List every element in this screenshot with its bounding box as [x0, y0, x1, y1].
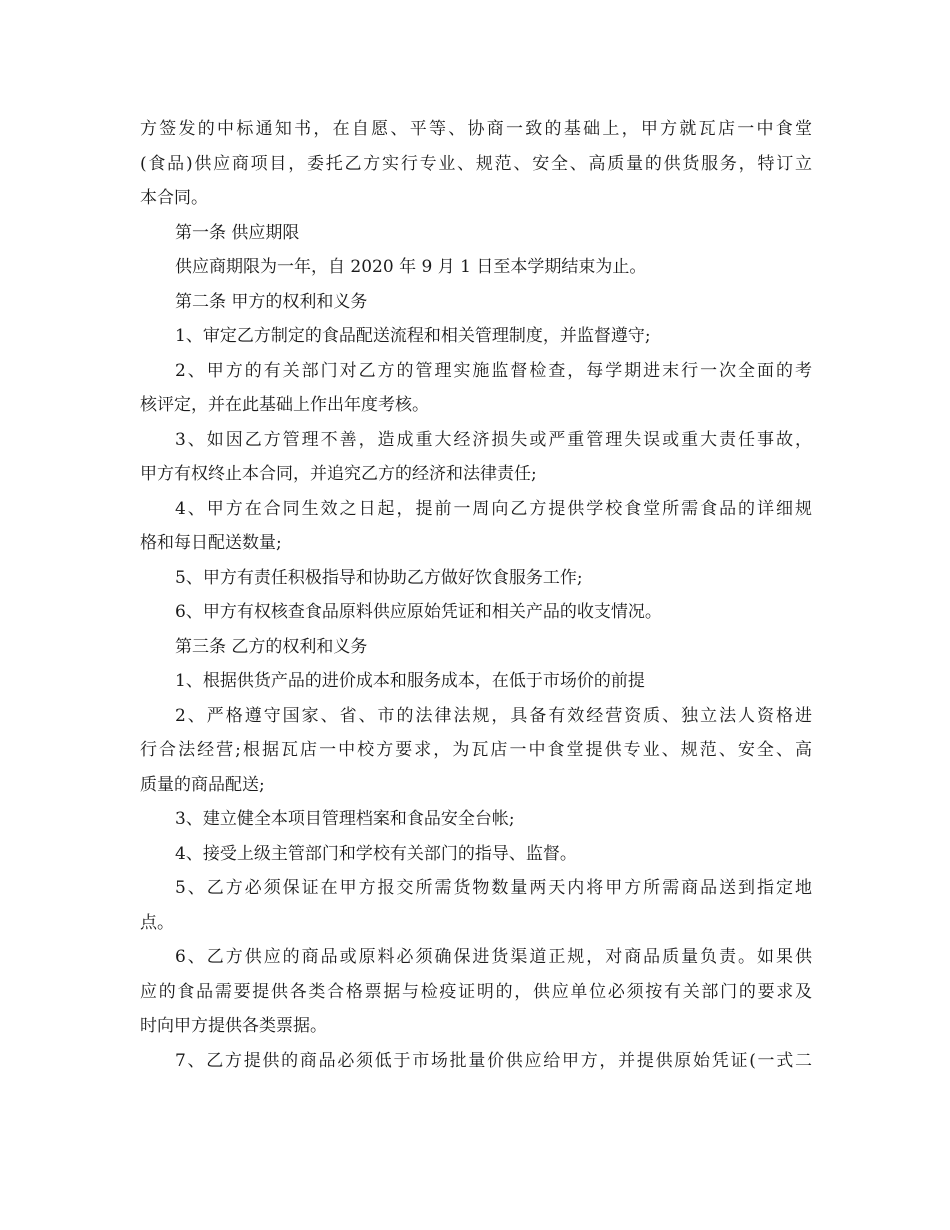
text-line: 格和每日配送数量;: [140, 533, 282, 553]
text-line: 甲方有权终止本合同，并追究乙方的经济和法律责任;: [140, 464, 537, 484]
text-line: 2、甲方的有关部门对乙方的管理实施监督检查，每学期进末行一次全面的考: [175, 360, 812, 381]
text-line: 1、根据供货产品的进价成本和服务成本，在低于市场价的前提: [175, 671, 645, 691]
document-body: [140, 112, 812, 1078]
text-line: 质量的商品配送;: [140, 774, 265, 795]
text-line: 1、审定乙方制定的食品配送流程和相关管理制度，并监督遵守;: [175, 326, 651, 346]
section-heading: 第二条 甲方的权利和义务: [175, 291, 368, 312]
text-line: 4、接受上级主管部门和学校有关部门的指导、监督。: [175, 843, 577, 864]
text-line: 2、严格遵守国家、省、市的法律法规，具备有效经营资质、独立法人资格进: [175, 705, 812, 726]
text-line: 7、乙方提供的商品必须低于市场批量价供应给甲方，并提供原始凭证(一式二: [175, 1050, 812, 1071]
text-line: 5、甲方有责任积极指导和协助乙方做好饮食服务工作;: [175, 567, 583, 588]
text-line: 3、如因乙方管理不善，造成重大经济损失或严重管理失误或重大责任事故，: [175, 429, 812, 450]
text-line: 6、乙方供应的商品或原料必须确保进货渠道正规，对商品质量负责。如果供: [175, 947, 812, 967]
text-line: 核评定，并在此基础上作出年度考核。: [140, 395, 429, 415]
text-line: 3、建立健全本项目管理档案和食品安全台帐;: [175, 809, 515, 829]
section-heading: 第三条 乙方的权利和义务: [175, 636, 368, 657]
text-line: 5、乙方必须保证在甲方报交所需货物数量两天内将甲方所需商品送到指定地: [175, 878, 812, 898]
text-line: 6、甲方有权核查食品原料供应原始凭证和相关产品的收支情况。: [175, 602, 662, 622]
section-heading: 第一条 供应期限: [175, 222, 300, 243]
text-line: 点。: [140, 912, 174, 933]
text-line: (食品)供应商项目，委托乙方实行专业、规范、安全、高质量的供货服务，特订立: [140, 153, 812, 174]
text-line: 供应商期限为一年，自 2020 年 9 月 1 日至本学期结束为止。: [175, 257, 647, 277]
text-line: 时向甲方提供各类票据。: [140, 1016, 327, 1036]
text-line: 行合法经营;根据瓦店一中校方要求，为瓦店一中食堂提供专业、规范、安全、高: [140, 740, 812, 760]
text-line: 4、甲方在合同生效之日起，提前一周向乙方提供学校食堂所需食品的详细规: [175, 498, 812, 519]
text-line: 方签发的中标通知书，在自愿、平等、协商一致的基础上，甲方就瓦店一中食堂: [140, 119, 812, 139]
text-line: 应的食品需要提供各类合格票据与检疫证明的，供应单位必须按有关部门的要求及: [140, 981, 812, 1002]
text-line: 本合同。: [140, 188, 208, 208]
